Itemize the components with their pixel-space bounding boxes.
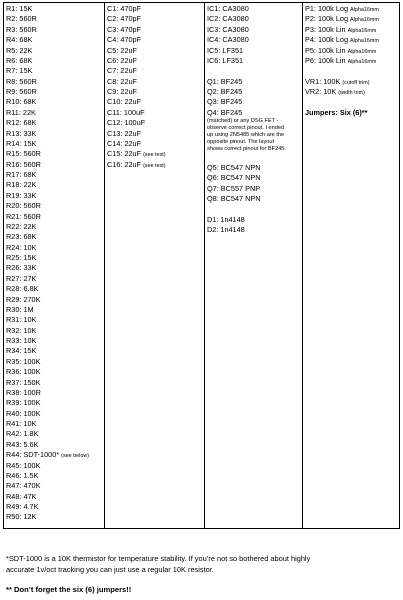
capacitor-entry <box>107 25 202 35</box>
resistor-entry-label: R10: 68K <box>6 97 37 107</box>
transistor-entry: Q7: BC557 PNP <box>207 183 261 193</box>
jfet-pinout-note: observe correct pinout. I ended <box>207 125 285 132</box>
semiconductors-column <box>205 3 303 528</box>
resistor-entry <box>6 378 102 388</box>
resistor-entry <box>6 160 102 170</box>
jumpers-entry: Jumpers: Six (6)** <box>305 107 368 117</box>
pot-entry-note: Alpha16mm <box>347 48 377 55</box>
capacitor-entry <box>107 97 202 107</box>
resistor-entry <box>6 180 102 190</box>
pot-entry-label: P4: 100k Log <box>305 35 349 45</box>
pot-entry-note: Alpha16mm <box>350 38 379 45</box>
capacitor-entry <box>107 87 202 97</box>
resistor-entry <box>6 170 102 180</box>
resistors-column <box>4 3 105 528</box>
pot-entry <box>305 25 397 35</box>
diode-entry: D1: 1n4148 <box>207 214 245 224</box>
resistor-entry <box>6 149 102 159</box>
capacitor-entry <box>107 149 202 159</box>
resistor-entry-label: R17: 68K <box>6 170 37 179</box>
capacitor-entry-label: C1: 470pF <box>107 4 142 13</box>
spacer <box>305 97 397 107</box>
capacitor-entry <box>107 77 202 87</box>
resistor-entry <box>6 14 102 24</box>
resistor-entry <box>6 25 102 35</box>
resistor-entry-label: R28: 6.8K <box>6 284 39 294</box>
resistor-entry-label: R39: 100K <box>6 398 41 408</box>
resistor-entry-label: R23: 68K <box>6 232 37 242</box>
resistor-entry-label: R21: 560R <box>6 211 41 221</box>
resistor-entry <box>6 46 102 56</box>
resistor-entry <box>6 336 102 346</box>
parts-list-table <box>3 2 400 529</box>
capacitor-entry <box>107 46 202 56</box>
capacitor-entry-note: (see text) <box>143 162 166 169</box>
pot-entry-label: P1: 100k Log <box>305 4 349 13</box>
resistor-entry <box>6 419 102 429</box>
capacitor-entry-label: C9: 22uF <box>107 87 138 96</box>
jfet-pinout-note: opposite pinout. The layout <box>207 138 275 145</box>
capacitor-entry-label: C11: 100uF <box>107 107 145 117</box>
resistor-entry-label: R1: 15K <box>6 4 33 13</box>
resistor-entry <box>6 481 102 491</box>
capacitor-entry <box>107 35 202 45</box>
resistor-entry <box>6 35 102 45</box>
resistor-entry-label: R32: 10K <box>6 325 37 335</box>
resistor-entry <box>6 243 102 253</box>
thermistor-note-line1: *SDT-1000 is a 10K thermistor for temperature stability. If you’re not so bothered about highly <box>6 554 311 563</box>
capacitor-entry-label: C5: 22uF <box>107 45 138 55</box>
transistor-entry: Q5: BC547 NPN <box>207 163 261 173</box>
capacitor-entry <box>107 14 202 24</box>
resistor-entry-label: R47: 470K <box>6 481 41 491</box>
resistor-entry-label: R30: 1M <box>6 304 34 314</box>
resistor-entry-label: R19: 33K <box>6 190 37 200</box>
resistor-entry-label: R37: 150K <box>6 377 41 387</box>
resistor-entry <box>6 97 102 107</box>
pot-entry-note: Alpha16mm <box>347 58 377 65</box>
pot-entry <box>305 35 397 45</box>
resistor-entry-label: R13: 33K <box>6 128 37 138</box>
resistor-entry-label: R45: 100K <box>6 460 41 470</box>
resistor-entry <box>6 87 102 97</box>
pot-entry-note: Alpha16mm <box>347 27 377 34</box>
resistor-entry-label: R24: 10K <box>6 242 37 252</box>
resistor-entry-label: R14: 15K <box>6 138 37 148</box>
capacitors-column <box>105 3 205 528</box>
ic-entry: IC1: CA3080 <box>207 4 249 13</box>
resistor-entry-label: R34: 15K <box>6 346 37 356</box>
resistor-entry <box>6 253 102 263</box>
resistor-entry-label: R49: 4.7K <box>6 502 39 511</box>
capacitor-entry-label: C2: 470pF <box>107 14 142 24</box>
pot-entry-note: Alpha16mm <box>350 17 379 24</box>
resistor-entry <box>6 512 102 522</box>
capacitor-entry-label: C7: 22uF <box>107 66 138 76</box>
pot-entry-label: P5: 100k Lin <box>305 45 346 55</box>
resistor-entry-label: R9: 560R <box>6 87 37 96</box>
resistor-entry-label: R7: 15K <box>6 66 33 76</box>
resistor-entry-label: R42: 1.8K <box>6 429 39 439</box>
resistor-entry <box>6 295 102 305</box>
resistor-entry-label: R8: 560R <box>6 76 37 86</box>
resistor-entry <box>6 388 102 398</box>
capacitor-entry-label: C8: 22uF <box>107 76 138 86</box>
resistor-entry-label: R4: 68K <box>6 35 33 45</box>
resistor-entry-label: R31: 10K <box>6 315 37 325</box>
resistor-entry-label: R20: 560R <box>6 201 41 211</box>
trimmer-entry-note: (cutoff trim) <box>342 79 370 86</box>
capacitor-entry <box>107 139 202 149</box>
resistor-entry <box>6 263 102 273</box>
thermistor-note-line2: accurate 1v/oct tracking you can just use a regular 10K resistor. <box>6 565 214 574</box>
capacitor-entry-label: C16: 22uF <box>107 159 142 169</box>
resistor-entry-label: R41: 10K <box>6 419 37 428</box>
resistor-entry-label: R25: 15K <box>6 253 37 262</box>
resistor-entry <box>6 326 102 336</box>
resistor-entry-note: (see below) <box>61 453 90 460</box>
ic-entry: IC6: LF351 <box>207 55 244 65</box>
resistor-entry <box>6 429 102 439</box>
resistor-entry-label: R29: 270K <box>6 294 41 304</box>
capacitor-entry <box>107 118 202 128</box>
capacitor-entry <box>107 66 202 76</box>
resistor-entry-label: R27: 27K <box>6 273 37 283</box>
resistor-entry-label: R43: 5.6K <box>6 439 39 449</box>
resistor-entry-label: R2: 560R <box>6 14 37 24</box>
resistor-entry <box>6 56 102 66</box>
resistor-entry-label: R44: SDT-1000* <box>6 450 60 460</box>
pot-entry-label: P6: 100k Lin <box>305 55 346 65</box>
resistor-entry-label: R40: 100K <box>6 408 41 418</box>
resistor-entry-label: R38: 100R <box>6 387 41 397</box>
spacer <box>305 66 397 76</box>
trimmer-entry <box>305 87 397 97</box>
ic-entry: IC3: CA3080 <box>207 24 249 34</box>
footer-notes <box>6 553 398 595</box>
resistor-entry <box>6 66 102 76</box>
capacitor-entry <box>107 108 202 118</box>
resistor-entry <box>6 201 102 211</box>
resistor-entry-label: R11: 22K <box>6 107 36 117</box>
jfet-entry: Q1: BF245 <box>207 76 243 86</box>
pot-entry-label: P2: 100k Log <box>305 14 349 24</box>
jfet-pinout-note: (matched) or any DSG FET - <box>207 118 279 125</box>
ic-entry: IC4: CA3080 <box>207 35 249 45</box>
jfet-entry: Q2: BF245 <box>207 87 243 96</box>
trimmer-entry <box>305 77 397 87</box>
spacer <box>207 66 300 76</box>
resistor-entry <box>6 367 102 377</box>
resistor-entry <box>6 274 102 284</box>
resistor-entry-label: R50: 12K <box>6 512 37 522</box>
resistor-entry <box>6 315 102 325</box>
capacitor-entry <box>107 160 202 170</box>
thermistor-note <box>6 553 398 575</box>
jfet-pinout-note: up using 2N5485 which are the <box>207 131 285 138</box>
jumpers-reminder: ** Don’t forget the six (6) jumpers!! <box>6 585 132 594</box>
resistor-entry <box>6 222 102 232</box>
pot-entry <box>305 14 397 24</box>
resistor-entry <box>6 129 102 139</box>
spacer <box>207 205 300 215</box>
resistor-entry-label: R16: 560R <box>6 159 41 169</box>
capacitor-entry-label: C14: 22uF <box>107 138 142 148</box>
pot-entry-note: Alpha16mm <box>350 7 379 13</box>
ic-entry: IC2: CA3080 <box>207 14 249 24</box>
capacitor-entry-label: C13: 22uF <box>107 128 142 138</box>
resistor-entry-label: R46: 1.5K <box>6 470 39 480</box>
trimmer-entry-label: VR2: 10K <box>305 87 337 96</box>
pots-and-trimmers-column <box>303 3 399 528</box>
ic-entry: IC5: LF351 <box>207 45 244 55</box>
resistor-entry-label: R35: 100K <box>6 356 41 366</box>
resistor-entry-label: R33: 10K <box>6 336 37 345</box>
resistor-entry <box>6 357 102 367</box>
resistor-entry <box>6 450 102 460</box>
capacitor-entry-note: (see text) <box>143 152 166 159</box>
capacitor-entry <box>107 129 202 139</box>
capacitor-entry-label: C3: 470pF <box>107 24 142 34</box>
resistor-entry <box>6 191 102 201</box>
resistor-entry-label: R22: 22K <box>6 221 37 231</box>
resistor-entry <box>6 398 102 408</box>
pot-entry <box>305 56 397 66</box>
resistor-entry-label: R12: 68K <box>6 118 37 128</box>
resistor-entry <box>6 346 102 356</box>
trimmer-entry-label: VR1: 100K <box>305 76 341 86</box>
resistor-entry <box>6 461 102 471</box>
resistor-entry-label: R6: 68K <box>6 55 33 65</box>
resistor-entry-label: R5: 22K <box>6 45 33 55</box>
capacitor-entry-label: C15: 22uF <box>107 149 142 159</box>
pot-entry-label: P3: 100k Lin <box>305 24 346 34</box>
resistor-entry <box>6 139 102 149</box>
resistor-entry-label: R36: 100K <box>6 367 41 377</box>
resistor-entry <box>6 232 102 242</box>
capacitor-entry-label: C12: 100uF <box>107 118 146 128</box>
resistor-entry <box>6 77 102 87</box>
jfet-entry: Q3: BF245 <box>207 97 243 107</box>
pot-entry <box>305 46 397 56</box>
resistor-entry <box>6 502 102 512</box>
jfet-pinout-note: shows correct pinout for BF245. <box>207 145 286 152</box>
pot-entry <box>305 4 397 14</box>
resistor-entry <box>6 409 102 419</box>
resistor-entry-label: R3: 560R <box>6 24 37 34</box>
resistor-entry <box>6 305 102 315</box>
diode-entry: D2: 1n4148 <box>207 225 245 235</box>
transistor-entry: Q8: BC547 NPN <box>207 194 261 204</box>
transistor-entry: Q6: BC547 NPN <box>207 173 261 183</box>
jfet-entry: Q4: BF245 <box>207 107 243 117</box>
resistor-entry <box>6 118 102 128</box>
capacitor-entry-label: C10: 22uF <box>107 97 142 107</box>
spacer <box>207 153 300 163</box>
capacitor-entry-label: C6: 22uF <box>107 55 138 65</box>
resistor-entry-label: R18: 22K <box>6 180 37 190</box>
capacitor-entry-label: C4: 470pF <box>107 35 142 45</box>
resistor-entry <box>6 440 102 450</box>
resistor-entry <box>6 108 102 118</box>
trimmer-entry-note: (width trim) <box>338 90 365 96</box>
resistor-entry <box>6 471 102 481</box>
resistor-entry-label: R26: 33K <box>6 263 37 273</box>
resistor-entry-label: R48: 47K <box>6 491 37 501</box>
capacitor-entry <box>107 56 202 66</box>
resistor-entry <box>6 212 102 222</box>
resistor-entry <box>6 4 102 14</box>
resistor-entry-label: R15: 560R <box>6 149 41 159</box>
capacitor-entry <box>107 4 202 14</box>
resistor-entry <box>6 284 102 294</box>
resistor-entry <box>6 492 102 502</box>
